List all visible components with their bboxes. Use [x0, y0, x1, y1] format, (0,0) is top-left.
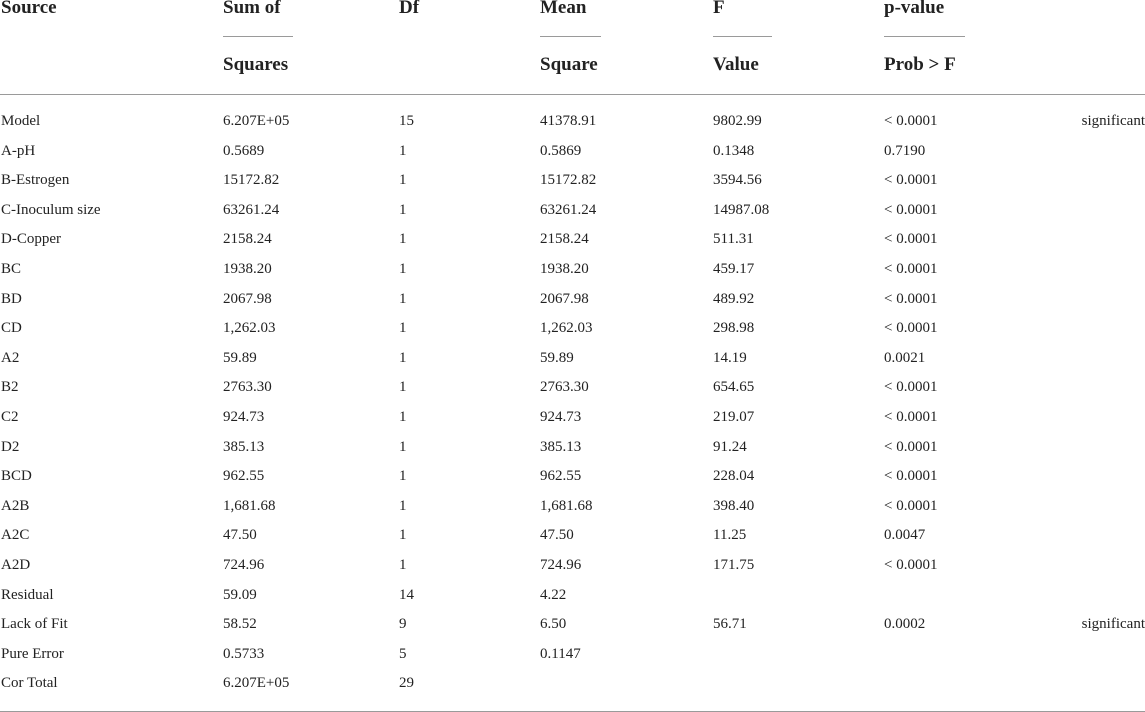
cell-sum-of-squares: 6.207E+05 [223, 675, 290, 692]
cell-source: CD [1, 320, 22, 337]
cell-df: 1 [399, 320, 407, 337]
header-rule [540, 36, 601, 37]
cell-df: 9 [399, 616, 407, 633]
cell-source: B2 [1, 379, 19, 396]
cell-df: 15 [399, 113, 414, 129]
cell-source: B-Estrogen [1, 172, 70, 189]
cell-sum-of-squares: 15172.82 [223, 172, 280, 189]
cell-p-value: < 0.0001 [884, 261, 938, 277]
cell-f-value: 9802.99 [713, 113, 762, 129]
cell-mean-square: 4.22 [540, 586, 567, 603]
header-p-value-line1: p-value [884, 0, 945, 18]
cell-p-value: < 0.0001 [884, 409, 938, 425]
cell-p-value: 0.7190 [884, 142, 926, 159]
cell-source: BD [1, 290, 22, 307]
table-row [0, 350, 1145, 380]
cell-source: C2 [1, 409, 19, 425]
cell-p-value: 0.0047 [884, 527, 926, 544]
cell-source: D-Copper [1, 231, 61, 248]
table-row [0, 646, 1145, 676]
cell-df: 14 [399, 586, 414, 603]
cell-sum-of-squares: 924.73 [223, 409, 265, 425]
cell-p-value: < 0.0001 [884, 557, 938, 573]
cell-mean-square: 59.89 [540, 349, 574, 366]
cell-f-value: 398.40 [713, 497, 755, 514]
table-row [0, 202, 1145, 232]
header-mean-square-line1: Mean [540, 0, 587, 18]
cell-p-value: < 0.0001 [884, 497, 938, 514]
cell-df: 1 [399, 468, 407, 485]
cell-df: 29 [399, 675, 414, 692]
cell-f-value: 228.04 [713, 468, 755, 485]
cell-p-value: < 0.0001 [884, 468, 938, 485]
cell-f-value: 654.65 [713, 379, 755, 396]
cell-sum-of-squares: 2067.98 [223, 290, 272, 307]
cell-f-value: 489.92 [713, 290, 755, 307]
cell-df: 1 [399, 557, 407, 573]
table-row [0, 172, 1145, 202]
cell-df: 1 [399, 172, 407, 189]
cell-sum-of-squares: 2763.30 [223, 379, 272, 396]
header-sum-of-squares-line1: Sum of [223, 0, 281, 18]
header-f-value-line2: Value [713, 54, 759, 75]
cell-df: 1 [399, 290, 407, 307]
table-row [0, 468, 1145, 498]
table-row [0, 113, 1145, 143]
cell-f-value: 14.19 [713, 349, 747, 366]
cell-p-value: < 0.0001 [884, 231, 938, 248]
cell-sum-of-squares: 0.5733 [223, 645, 265, 662]
cell-source: A2C [1, 527, 30, 544]
cell-f-value: 171.75 [713, 557, 755, 573]
cell-df: 1 [399, 527, 407, 544]
cell-mean-square: 0.1147 [540, 645, 581, 662]
cell-source: Model [1, 113, 41, 129]
cell-df: 1 [399, 201, 407, 218]
cell-df: 1 [399, 349, 407, 366]
cell-source: D2 [1, 438, 20, 455]
cell-sum-of-squares: 1938.20 [223, 261, 272, 277]
cell-f-value: 511.31 [713, 231, 754, 248]
cell-mean-square: 47.50 [540, 527, 574, 544]
table-row [0, 291, 1145, 321]
table-row [0, 557, 1145, 587]
cell-mean-square: 41378.91 [540, 113, 597, 129]
cell-df: 1 [399, 231, 407, 248]
cell-p-value: < 0.0001 [884, 201, 938, 218]
table-row [0, 379, 1145, 409]
cell-mean-square: 924.73 [540, 409, 582, 425]
cell-mean-square: 1,262.03 [540, 320, 593, 337]
cell-source: C-Inoculum size [1, 201, 101, 218]
cell-df: 1 [399, 379, 407, 396]
cell-mean-square: 2067.98 [540, 290, 589, 307]
cell-df: 1 [399, 142, 407, 159]
cell-f-value: 11.25 [713, 527, 747, 544]
table-row [0, 439, 1145, 469]
cell-df: 1 [399, 409, 407, 425]
cell-source: A2 [1, 349, 20, 366]
cell-sum-of-squares: 63261.24 [223, 201, 280, 218]
cell-sum-of-squares: 1,262.03 [223, 320, 276, 337]
cell-f-value: 3594.56 [713, 172, 762, 189]
cell-sum-of-squares: 724.96 [223, 557, 265, 573]
header-sum-of-squares-line2: Squares [223, 54, 289, 75]
cell-mean-square: 63261.24 [540, 201, 597, 218]
cell-significance-note: significant [1081, 616, 1145, 633]
table-row [0, 409, 1145, 439]
table-row [0, 143, 1145, 173]
cell-significance-note: significant [1081, 113, 1145, 129]
cell-mean-square: 2158.24 [540, 231, 589, 248]
header-source-label: Source [1, 0, 57, 18]
table-row [0, 587, 1145, 617]
cell-p-value: < 0.0001 [884, 320, 938, 337]
cell-source: A2B [1, 497, 30, 514]
cell-source: A-pH [1, 142, 36, 159]
cell-sum-of-squares: 58.52 [223, 616, 257, 633]
table-row [0, 498, 1145, 528]
cell-source: A2D [1, 557, 31, 573]
cell-p-value: < 0.0001 [884, 290, 938, 307]
table-header [0, 0, 1145, 95]
cell-mean-square: 724.96 [540, 557, 582, 573]
cell-df: 1 [399, 497, 407, 514]
cell-mean-square: 385.13 [540, 438, 582, 455]
header-mean-square-line2: Square [540, 54, 598, 75]
cell-f-value: 298.98 [713, 320, 755, 337]
cell-f-value: 91.24 [713, 438, 747, 455]
cell-sum-of-squares: 59.89 [223, 349, 257, 366]
cell-sum-of-squares: 1,681.68 [223, 497, 276, 514]
cell-source: Lack of Fit [1, 616, 68, 633]
cell-df: 5 [399, 645, 407, 662]
cell-mean-square: 6.50 [540, 616, 567, 633]
cell-p-value: < 0.0001 [884, 113, 938, 129]
cell-sum-of-squares: 6.207E+05 [223, 113, 290, 129]
cell-source: BCD [1, 468, 32, 485]
cell-sum-of-squares: 0.5689 [223, 142, 265, 159]
cell-mean-square: 1,681.68 [540, 497, 593, 514]
cell-source: Pure Error [1, 645, 64, 662]
cell-sum-of-squares: 59.09 [223, 586, 257, 603]
cell-f-value: 56.71 [713, 616, 747, 633]
cell-mean-square: 962.55 [540, 468, 582, 485]
header-f-value-line1: F [713, 0, 725, 18]
cell-p-value: 0.0002 [884, 616, 926, 633]
header-df-label: Df [399, 0, 420, 18]
header-p-value-line2: Prob > F [884, 54, 956, 75]
cell-f-value: 459.17 [713, 261, 755, 277]
cell-sum-of-squares: 47.50 [223, 527, 257, 544]
table-row [0, 320, 1145, 350]
header-rule [713, 36, 772, 37]
cell-source: BC [1, 261, 22, 277]
cell-source: Residual [1, 586, 54, 603]
cell-sum-of-squares: 385.13 [223, 438, 265, 455]
header-rule [884, 36, 965, 37]
cell-mean-square: 1938.20 [540, 261, 589, 277]
table-row [0, 616, 1145, 646]
cell-mean-square: 15172.82 [540, 172, 597, 189]
cell-mean-square: 0.5869 [540, 142, 582, 159]
cell-source: Cor Total [1, 675, 58, 692]
table-row [0, 675, 1145, 705]
table-row [0, 527, 1145, 557]
cell-f-value: 0.1348 [713, 142, 755, 159]
table-row [0, 231, 1145, 261]
cell-f-value: 219.07 [713, 409, 755, 425]
header-rule [223, 36, 293, 37]
cell-df: 1 [399, 261, 407, 277]
cell-sum-of-squares: 2158.24 [223, 231, 272, 248]
cell-sum-of-squares: 962.55 [223, 468, 265, 485]
cell-p-value: 0.0021 [884, 349, 926, 366]
cell-p-value: < 0.0001 [884, 438, 938, 455]
cell-df: 1 [399, 438, 407, 455]
table-row [0, 261, 1145, 291]
cell-f-value: 14987.08 [713, 201, 770, 218]
cell-p-value: < 0.0001 [884, 172, 938, 189]
cell-p-value: < 0.0001 [884, 379, 938, 396]
table-body [0, 95, 1145, 712]
cell-mean-square: 2763.30 [540, 379, 589, 396]
